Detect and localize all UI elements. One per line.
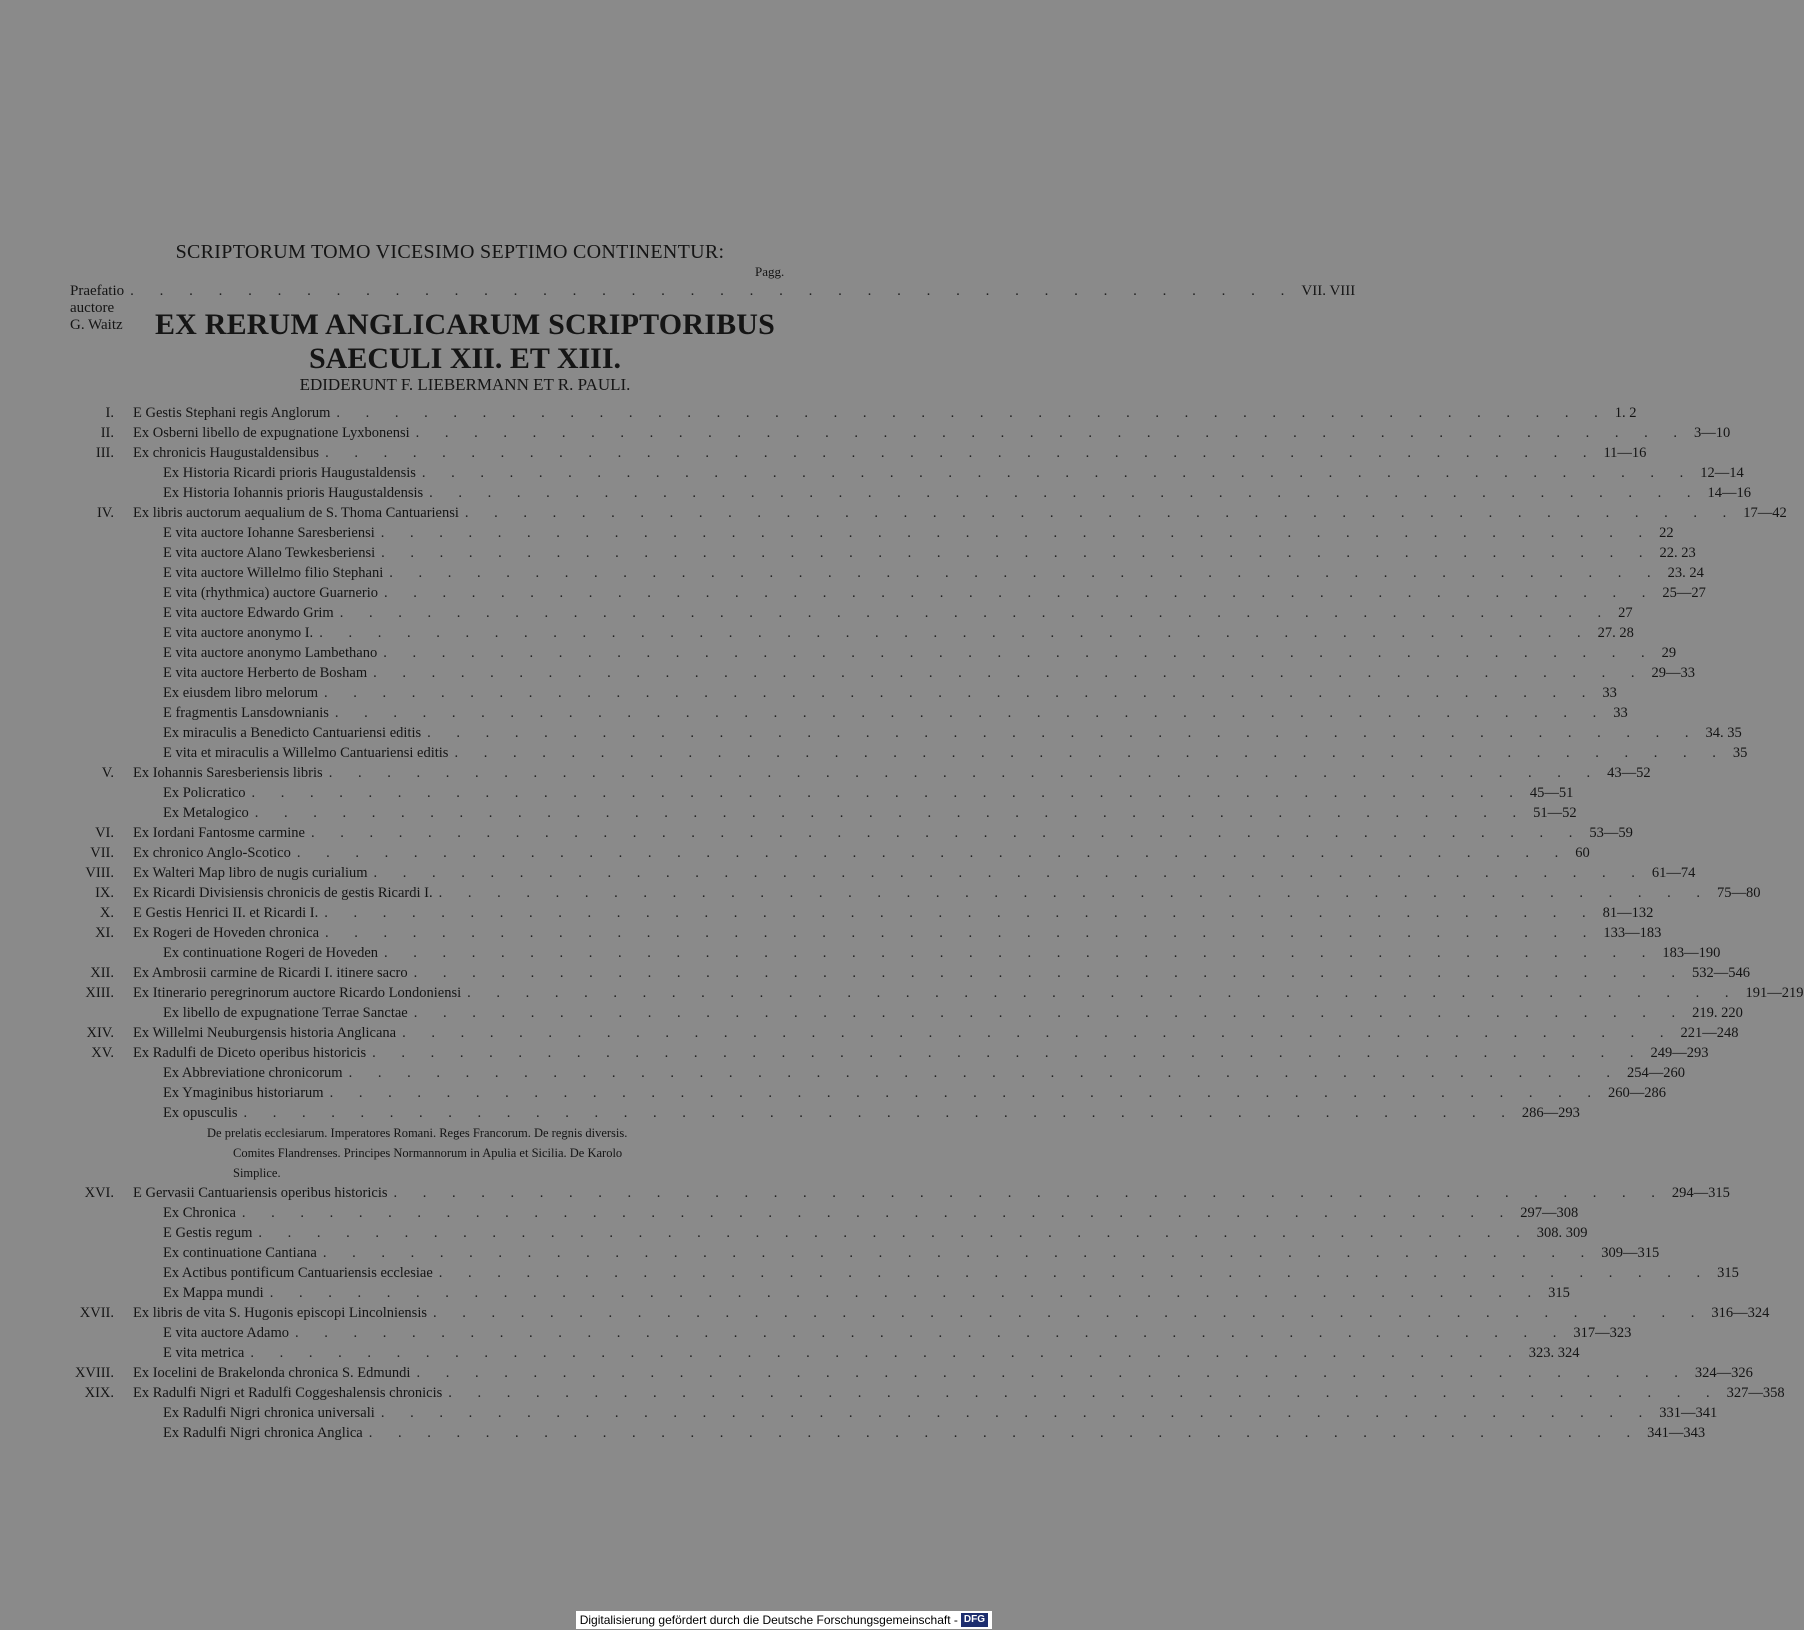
dot-leader: . . . . . . . . . . . . . . . . . . . . . . . . . . . . . . . . . . . . . . . . . . . . (348, 1065, 1621, 1081)
entry-number: V. (101, 765, 114, 781)
toc-entry (60, 1423, 1706, 1443)
entry-line (163, 603, 1633, 623)
toc-entry (60, 743, 1748, 763)
entry-pages: 1. 2 (1614, 405, 1637, 421)
entry-title: Ex Policratico (163, 785, 246, 801)
dot-leader: . . . . . . . . . . . . . . . . . . . . . . . . . . . . . . . . . . . . . . . . . . . . (448, 1385, 1721, 1401)
entry-pages: 331—341 (1659, 1405, 1718, 1421)
entry-line (163, 703, 1628, 723)
entry-number: III. (95, 445, 114, 461)
toc-entry (60, 983, 1804, 1003)
toc-entry (60, 443, 1647, 463)
entry-line (163, 1283, 1570, 1303)
entry-pages: 53—59 (1589, 825, 1633, 841)
dot-leader: . . . . . . . . . . . . . . . . . . . . . . . . . . . . . . . . . . . . . . . . . . . . (254, 805, 1528, 821)
toc-entry (60, 1183, 1730, 1203)
entry-title: E vita auctore Willelmo filio Stephani (163, 565, 384, 581)
entry-line (133, 843, 1590, 863)
toc-entry (60, 603, 1633, 623)
entry-title: Ex Mappa mundi (163, 1285, 264, 1301)
toc-entry (60, 943, 1721, 963)
entry-line (133, 1303, 1770, 1323)
entry-title: E vita auctore anonymo I. (163, 625, 314, 641)
entry-line (133, 1043, 1709, 1063)
entry-pages: 61—74 (1651, 865, 1696, 881)
entry-line (163, 523, 1674, 543)
toc-entry (60, 1223, 1588, 1243)
entry-pages: 11—16 (1603, 445, 1647, 461)
entry-number: VI. (95, 825, 114, 841)
dot-leader: . . . . . . . . . . . . . . . . . . . . . . . . . . . . . . . . . . . . . . . . . . . . (325, 925, 1598, 941)
dot-leader: . . . . . . . . . . . . . . . . . . . . . . . . . . . . . . . . . . . . . . . . . . . . (383, 645, 1656, 661)
entry-line (133, 1023, 1739, 1043)
dot-leader: . . . . . . . . . . . . . . . . . . . . . . . . . . . . . . . . . . . . . . . . . . . . (324, 685, 1597, 701)
toc-entry (60, 1283, 1570, 1303)
toc-entry (60, 883, 1761, 903)
entry-title: Ex Chronica (163, 1205, 236, 1221)
entry-pages: 297—308 (1520, 1205, 1579, 1221)
entry-line (163, 483, 1752, 503)
entry-line (133, 1383, 1785, 1403)
dot-leader: . . . . . . . . . . . . . . . . . . . . . . . . . . . . . . . . . . . . . . . . . . . . (339, 605, 1613, 621)
entry-pages: 315 (1548, 1285, 1570, 1301)
entry-number: VII. (90, 845, 114, 861)
note-line: De prelatis ecclesiarum. Imperatores Romani. Reges Francorum. De regnis diversis. (207, 1126, 628, 1140)
entry-title: Ex Metalogico (163, 805, 249, 821)
entry-pages: 327—358 (1726, 1385, 1785, 1401)
dot-leader: . . . . . . . . . . . . . . . . . . . . . . . . . . . . . . . . . . . . . . . . . . . . (251, 785, 1524, 801)
entry-pages: 60 (1575, 845, 1590, 861)
preface-text: Praefatio auctore G. Waitz (70, 283, 125, 333)
entry-pages: 29—33 (1651, 665, 1696, 681)
entry-title: E Gestis Stephani regis Anglorum (133, 405, 331, 421)
toc-entry (60, 1383, 1785, 1403)
entry-pages: 532—546 (1691, 965, 1750, 981)
entry-pages: 34. 35 (1705, 725, 1742, 741)
entry-title: Ex Actibus pontificum Cantuariensis ecclesiae (163, 1265, 433, 1281)
entry-title: E vita auctore anonymo Lambethano (163, 645, 378, 661)
entry-line (133, 763, 1651, 783)
entry-title: Ex continuatione Rogeri de Hoveden (163, 945, 379, 961)
dot-leader: . . . . . . . . . . . . . . . . . . . . . . . . . . . . . . . . . . . . . . . . . . . . (368, 1425, 1642, 1441)
dot-leader: . . . . . . . . . . . . . . . . . . . . . . . . . . . . . . . . . . . . . . . . . . . . (393, 1185, 1666, 1201)
main-title-line2: SAECULI XII. ET XIII. (308, 342, 622, 375)
dot-leader: . . . . . . . . . . . . . . . . . . . . . . . . . . . . . . . . . . . . . . . . . . . . (381, 545, 1654, 561)
toc-entry (60, 583, 1706, 603)
entry-number: XV. (91, 1045, 114, 1061)
entry-title: Ex Historia Ricardi prioris Haugustaldensis (163, 465, 416, 481)
entry-pages: 133—183 (1603, 925, 1662, 941)
entry-pages: 254—260 (1626, 1065, 1685, 1081)
entry-line (163, 743, 1748, 763)
entry-title: Ex Abbreviatione chronicorum (163, 1065, 343, 1081)
dot-leader: . . . . . . . . . . . . . . . . . . . . . . . . . . . . . . . . . . . . . . . . . . . . (269, 1285, 1543, 1301)
entry-title: Ex Willelmi Neuburgensis historia Anglicana (133, 1025, 397, 1041)
toc-entry (60, 723, 1742, 743)
dot-leader: . . . . . . . . . . . . . . . . . . . . . . . . . . . . . . . . . . . . . . . . . . . . (328, 765, 1602, 781)
entry-pages: 294—315 (1671, 1185, 1730, 1201)
entry-pages: 183—190 (1662, 945, 1721, 961)
entry-number: XVII. (79, 1305, 114, 1321)
main-title-line1: EX RERUM ANGLICARUM SCRIPTORIBUS (154, 308, 776, 341)
entry-line (163, 683, 1617, 703)
dot-leader: . . . . . . . . . . . . . . . . . . . . . . . . . . . . . . . . . . . . . . . . . . . . (438, 1265, 1712, 1281)
entry-line (163, 1423, 1706, 1443)
toc-entry (60, 903, 1654, 923)
toc-entry (60, 1243, 1660, 1263)
entry-pages: 81—132 (1602, 905, 1654, 921)
dot-leader: . . . . . . . . . . . . . . . . . . . . . . . . . . . . . . . . . . . . . . . . . . . . (325, 445, 1598, 461)
entry-pages: 249—293 (1650, 1045, 1709, 1061)
entry-pages: 308. 309 (1536, 1225, 1588, 1241)
entry-title: E Gestis Henrici II. et Ricardi I. (133, 905, 319, 921)
entry-line (163, 1243, 1660, 1263)
entry-line (163, 1403, 1718, 1423)
table-of-contents (60, 403, 1804, 1443)
entry-pages: 22 (1659, 525, 1674, 541)
toc-entry (60, 1203, 1579, 1223)
toc-entry (60, 623, 1634, 643)
entry-title: E vita (rhythmica) auctore Guarnerio (163, 585, 378, 601)
entry-pages: 191—219 (1745, 985, 1804, 1001)
entry-title: Ex Radulfi Nigri et Radulfi Coggeshalensis chronicis (133, 1385, 443, 1401)
entry-number: I. (105, 405, 114, 421)
entry-pages: 341—343 (1647, 1425, 1706, 1441)
dot-leader: . . . . . . . . . . . . . . . . . . . . . . . . . . . . . . . . . . . . . . . . . . . . (258, 1225, 1531, 1241)
dot-leader: . . . . . . . . . . . . . . . . . . . . . . . . . . . . . . . . . . . . . . . . . . . . (454, 745, 1727, 761)
entry-pages: 33 (1613, 705, 1628, 721)
dot-leader: . . . . . . . . . . . . . . . . . . . . . . . . . . . . . . . . . . . . . . . . . . . . (319, 625, 1592, 641)
entry-title: E fragmentis Lansdownianis (163, 705, 329, 721)
dot-leader: . . . . . . . . . . . . . . . . . . . . . . . . . . . . . . . . . . . . . . . . . . . . (415, 425, 1689, 441)
toc-entry (60, 783, 1574, 803)
entry-pages: 221—248 (1680, 1025, 1739, 1041)
opuscula-note (60, 1123, 820, 1183)
toc-entry (60, 1003, 1743, 1023)
entry-title: Ex Ricardi Divisiensis chronicis de gestis Ricardi I. (133, 885, 433, 901)
footer-text: Digitalisierung gefördert durch die Deutsche Forschungsgemeinschaft - (579, 1613, 958, 1627)
entry-title: Ex Radulfi Nigri chronica Anglica (163, 1425, 363, 1441)
entry-line (133, 823, 1633, 843)
entry-number: XII. (90, 965, 114, 981)
dot-leader: . . . . . . . . . . . . . . . . . . . . . . . . . . . . . . . . . . . . . . . . . . . . (324, 905, 1597, 921)
entry-line (133, 863, 1696, 883)
toc-entry (60, 403, 1637, 423)
dot-leader: . . . . . . . . . . . . . . . . . . . . . . . . . . . . . . . . . . . . . . . . . . . . (336, 405, 1609, 421)
toc-entry (60, 803, 1577, 823)
entry-title: Ex Walteri Map libro de nugis curialium (133, 865, 368, 881)
entry-line (163, 583, 1706, 603)
toc-entry (60, 1103, 1580, 1123)
entry-line (133, 903, 1654, 923)
entry-pages: 12—14 (1700, 465, 1744, 481)
entry-title: E Gestis regum (163, 1225, 253, 1241)
dot-leader: . . . . . . . . . . . . . . . . . . . . . . . . . . . . . . . . . . . . . . . . . . . . (389, 565, 1662, 581)
toc-entry (60, 483, 1752, 503)
entry-line (163, 623, 1634, 643)
entry-pages: 45—51 (1529, 785, 1574, 801)
entry-number: XIV. (86, 1025, 114, 1041)
entry-pages: 27 (1618, 605, 1633, 621)
entry-title: E vita auctore Adamo (163, 1325, 290, 1341)
entry-line (163, 723, 1742, 743)
note-line: Simplice. (233, 1166, 281, 1180)
entry-number: XIX. (84, 1385, 114, 1401)
entry-line (133, 403, 1637, 423)
entry-number: XVI. (84, 1185, 114, 1201)
dot-leader: . . . . . . . . . . . . . . . . . . . . . . . . . . . . . . . . . . . . . . . . . . . . (334, 705, 1608, 721)
toc-entry (60, 663, 1696, 683)
entry-pages: 219. 220 (1692, 1005, 1743, 1021)
entry-title: Ex Radulfi Nigri chronica universali (163, 1405, 375, 1421)
toc-entry (60, 1343, 1580, 1363)
entry-pages: 29 (1661, 645, 1677, 661)
entry-line (133, 883, 1761, 903)
entry-title: Ex miraculis a Benedicto Cantuariensi editis (163, 725, 422, 741)
entry-line (133, 963, 1750, 983)
entry-pages: 260—286 (1607, 1085, 1666, 1101)
dot-leader: . . . . . . . . . . . . . . . . . . . . . . . . . . . . . . . . . . . . . . . . . . . . (413, 1005, 1687, 1021)
entry-pages: 315 (1717, 1265, 1739, 1281)
dot-leader: . . . . . . . . . . . . . . . . . . . . . . . . . . . . . . . . . . . . . . . . . . . . (310, 825, 1584, 841)
toc-entry (60, 503, 1787, 523)
dot-leader: . . . . . . . . . . . . . . . . . . . . . . . . . . . . . . . . . . . . . . . . . . . . (322, 1245, 1596, 1261)
toc-entry (60, 923, 1662, 943)
entry-pages: 17—42 (1743, 505, 1787, 521)
entry-line (133, 503, 1787, 523)
entry-line (163, 463, 1744, 483)
dot-leader: . . . . . . . . . . . . . . . . . . . . . . . . . . . . . . . . . . . . . . . . . . . . (243, 1105, 1516, 1121)
entry-title: E vita metrica (163, 1345, 245, 1361)
entry-title: Ex Ymaginibus historiarum (163, 1085, 324, 1101)
entry-line (163, 563, 1704, 583)
entry-line (163, 1263, 1739, 1283)
entry-title: Ex Iordani Fantosme carmine (133, 825, 305, 841)
dot-leader: . . . . . . . . . . . . . . . . . . . . . . . . . . . . . . . . . . . . . . . . . . . . (416, 1365, 1689, 1381)
dot-leader: . . . . . . . . . . . . . . . . . . . . . . . . . . . . . . . . . . . . . . . . . . . . (296, 845, 1570, 861)
toc-entry (60, 423, 1731, 443)
entry-title: Ex chronico Anglo-Scotico (133, 845, 291, 861)
entry-number: IV. (96, 505, 114, 521)
toc-entry (60, 963, 1750, 983)
preface-pages: VII. VIII (1301, 283, 1356, 299)
entry-title: Ex Historia Iohannis prioris Haugustaldensis (163, 485, 424, 501)
toc-entry (60, 563, 1704, 583)
entry-title: Ex Iocelini de Brakelonda chronica S. Edmundi (133, 1365, 411, 1381)
toc-entry (60, 1083, 1666, 1103)
entry-title: Ex Itinerario peregrinorum auctore Ricardo Londoniensi (133, 985, 462, 1001)
entry-pages: 25—27 (1662, 585, 1706, 601)
entry-line (163, 1083, 1666, 1103)
dot-leader: . . . . . . . . . . . . . . . . . . . . . . . . . . . . . . . . . . . . . . . . . . . . (295, 1325, 1568, 1341)
note-line: Comites Flandrenses. Principes Normannorum in Apulia et Sicilia. De Karolo (233, 1146, 623, 1160)
entry-number: II. (100, 425, 114, 441)
dot-leader: . . . . . . . . . . . . . . . . . . . . . . . . . . . . . . . . . . . . . . . . . . . . (413, 965, 1686, 981)
entry-title: Ex chronicis Haugustaldensibus (133, 445, 320, 461)
toc-entry (60, 1043, 1709, 1063)
toc-entry (60, 1263, 1739, 1283)
entry-line (163, 543, 1696, 563)
toc-entry (60, 643, 1677, 663)
entry-pages: 33 (1602, 685, 1617, 701)
toc-entry (60, 843, 1590, 863)
entry-pages: 14—16 (1707, 485, 1752, 501)
entry-line (163, 783, 1574, 803)
dot-leader: . . . . . . . . . . . . . . . . . . . . . . . . . . . . . . . . . . . . . . . . . . . . (241, 1205, 1515, 1221)
entry-line (133, 983, 1804, 1003)
entry-number: IX. (95, 885, 114, 901)
entry-number: XI. (95, 925, 114, 941)
dfg-logo-icon: DFG (961, 1613, 988, 1627)
entry-number: X. (99, 905, 114, 921)
dot-leader: . . . . . . . . . . . . . . . . . . . . . . . . . . . . . . . . . . . . . . . . . . . . (373, 665, 1646, 681)
entry-line (133, 423, 1731, 443)
toc-entry (60, 703, 1628, 723)
entry-title: E vita auctore Edwardo Grim (163, 605, 334, 621)
entry-title: E vita auctore Iohanne Saresberiensi (163, 525, 375, 541)
dot-leader: . . . . . . . . . . . . . . . . . . . . . . . . . . . . . . . . . . . . . . . . . . . . (372, 1045, 1645, 1061)
dot-leader: . . . . . . . . . . . . . . . . . . . . . . . . . . . . . . . . . . . . . . . . . . . . (384, 585, 1657, 601)
entry-pages: 316—324 (1711, 1305, 1770, 1321)
entry-pages: 317—323 (1573, 1325, 1632, 1341)
entry-title: Ex Radulfi de Diceto operibus historicis (133, 1045, 367, 1061)
entry-line (133, 923, 1662, 943)
entry-line (163, 643, 1677, 663)
entry-line (133, 443, 1647, 463)
entry-pages: 43—52 (1607, 765, 1651, 781)
entry-pages: 23. 24 (1667, 565, 1704, 581)
toc-entry (60, 523, 1674, 543)
toc-entry (60, 543, 1696, 563)
dot-leader: . . . . . . . . . . . . . . . . . . . . . . . . . . . . . . . . . . . . . . . . . . . . (402, 1025, 1675, 1041)
entry-line (163, 1103, 1580, 1123)
entry-title: Ex opusculis (163, 1105, 238, 1121)
toc-entry (60, 823, 1633, 843)
entry-line (133, 1363, 1753, 1383)
entry-title: Ex libris auctorum aequalium de S. Thoma Cantuariensi (133, 505, 459, 521)
dot-leader: . . . . . . . . . . . . . . . . . . . . . . . . . . . . . . . . . . . . . . . . . . . . (467, 985, 1740, 1001)
entry-title: Ex continuatione Cantiana (163, 1245, 317, 1261)
entry-line (163, 1003, 1743, 1023)
entry-pages: 22. 23 (1659, 545, 1696, 561)
entry-title: Ex Rogeri de Hoveden chronica (133, 925, 320, 941)
dot-leader: . . . . . . . . . . . . . . . . . . . . . . . . . . . . . . . . . . . . . . . . (130, 283, 1296, 299)
entry-title: Ex Osberni libello de expugnatione Lyxbonensi (133, 425, 410, 441)
footer-credit (576, 1611, 992, 1629)
entry-title: E vita et miraculis a Willelmo Cantuariensi editis (163, 745, 449, 761)
entry-pages: 35 (1732, 745, 1748, 761)
dot-leader: . . . . . . . . . . . . . . . . . . . . . . . . . . . . . . . . . . . . . . . . . . . . (380, 1405, 1654, 1421)
dot-leader: . . . . . . . . . . . . . . . . . . . . . . . . . . . . . . . . . . . . . . . . . . . . (433, 1305, 1706, 1321)
entry-title: Ex Iohannis Saresberiensis libris (133, 765, 323, 781)
entry-pages: 27. 28 (1597, 625, 1634, 641)
entry-title: Ex libris de vita S. Hugonis episcopi Lincolniensis (133, 1305, 428, 1321)
entry-title: Ex libello de expugnatione Terrae Sanctae (163, 1005, 408, 1021)
toc-entry (60, 683, 1617, 703)
pages-column-label: Pagg. (755, 264, 785, 279)
entry-number: XVIII. (74, 1365, 114, 1381)
dot-leader: . . . . . . . . . . . . . . . . . . . . . . . . . . . . . . . . . . . . . . . . . . . . (373, 865, 1646, 881)
entry-number: VIII. (85, 865, 114, 881)
entry-line (163, 943, 1721, 963)
entry-line (163, 1063, 1685, 1083)
toc-entry (60, 1323, 1632, 1343)
entry-pages: 324—326 (1694, 1365, 1753, 1381)
entry-title: Ex Ambrosii carmine de Ricardi I. itinere sacro (133, 965, 408, 981)
entry-title: E vita auctore Herberto de Bosham (163, 665, 368, 681)
entry-line (133, 1183, 1730, 1203)
entry-title: Ex eiusdem libro melorum (163, 685, 319, 701)
entry-line (163, 663, 1696, 683)
toc-entry (60, 1303, 1770, 1323)
entry-line (163, 1323, 1632, 1343)
contents-heading: SCRIPTORUM TOMO VICESIMO SEPTIMO CONTINENTUR: (175, 241, 725, 263)
toc-entry (60, 463, 1744, 483)
entry-pages: 3—10 (1694, 425, 1731, 441)
entry-title: E Gervasii Cantuariensis operibus historicis (133, 1185, 388, 1201)
entry-line (163, 1343, 1580, 1363)
dot-leader: . . . . . . . . . . . . . . . . . . . . . . . . . . . . . . . . . . . . . . . . . . . . (427, 725, 1700, 741)
toc-entry (60, 763, 1651, 783)
toc-entry (60, 1023, 1739, 1043)
toc-entry (60, 1363, 1753, 1383)
dot-leader: . . . . . . . . . . . . . . . . . . . . . . . . . . . . . . . . . . . . . . . . . . . . (380, 525, 1654, 541)
dot-leader: . . . . . . . . . . . . . . . . . . . . . . . . . . . . . . . . . . . . . . . . . . . . (429, 485, 1702, 501)
dot-leader: . . . . . . . . . . . . . . . . . . . . . . . . . . . . . . . . . . . . . . . . . . . . (421, 465, 1695, 481)
entry-line (163, 803, 1577, 823)
entry-title: E vita auctore Alano Tewkesberiensi (163, 545, 376, 561)
toc-entry (60, 1403, 1718, 1423)
entry-pages: 323. 324 (1528, 1345, 1580, 1361)
entry-number: XIII. (85, 985, 114, 1001)
toc-entry (60, 1063, 1685, 1083)
dot-leader: . . . . . . . . . . . . . . . . . . . . . . . . . . . . . . . . . . . . . . . . . . . . (464, 505, 1738, 521)
entry-line (163, 1203, 1579, 1223)
entry-pages: 286—293 (1521, 1105, 1580, 1121)
entry-pages: 309—315 (1601, 1245, 1660, 1261)
toc-entry (60, 863, 1696, 883)
entry-pages: 51—52 (1533, 805, 1577, 821)
entry-pages: 75—80 (1716, 885, 1761, 901)
entry-line (163, 1223, 1588, 1243)
dot-leader: . . . . . . . . . . . . . . . . . . . . . . . . . . . . . . . . . . . . . . . . . . . . (438, 885, 1711, 901)
dot-leader: . . . . . . . . . . . . . . . . . . . . . . . . . . . . . . . . . . . . . . . . . . . . (329, 1085, 1602, 1101)
dot-leader: . . . . . . . . . . . . . . . . . . . . . . . . . . . . . . . . . . . . . . . . . . . . (384, 945, 1657, 961)
dot-leader: . . . . . . . . . . . . . . . . . . . . . . . . . . . . . . . . . . . . . . . . . . . . (250, 1345, 1523, 1361)
editors-line: EDIDERUNT F. LIEBERMANN ET R. PAULI. (299, 375, 631, 394)
